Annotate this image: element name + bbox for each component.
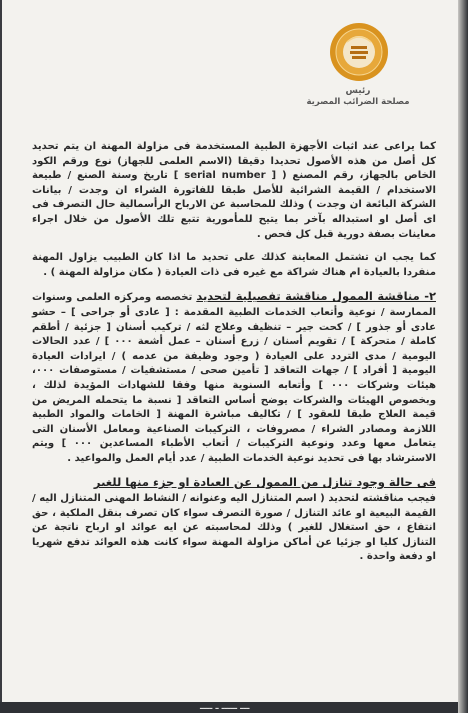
page-edge-shadow xyxy=(458,0,468,713)
document-page xyxy=(2,0,458,707)
section-2-title: ٢- مناقشة الممول مناقشة تفصيلية لتحديد xyxy=(196,289,436,304)
header-title: رئيس xyxy=(345,86,371,96)
letter-header xyxy=(292,86,424,107)
section-3-title: فى حالة وجود تنازل من الممول عن العيادة او جزء منها للغير xyxy=(93,475,436,490)
section-3-body: فيجب مناقشته لتحديد ( اسم المتنازل اليه وعنوانه / النشاط المهنى المتنازل اليه / القيمة البيعية او عائد التنازل / صورة التصرف سواء كان تصرف بنقل الملكية ، حق انتفاع ، حق استغلال للغير ) وذلك لمحاسبته عن ايه عوائد او ارباح ناتجة عن التنازل كليا او جزئيا عن أماكن مزاولة المهنة سواء كانت هذه العوائد تدفع شهريا او دفعة واحدة . xyxy=(32,493,436,563)
paragraph-assets: كما يراعى عند اثبات الأجهزة الطبية المستخدمة فى مزاولة المهنة ان يتم تحديد كل أصل من هذه الأصول تحديدا دقيقا (الاسم العلمى للجهاز) نوع ورقم الكود الخاص بالجهاز، رقم المصنع ( [ serial number ] تاريخ وسنة الصنع / طبيعة الاستخدام / القيمة الشرائية للأصل طبقا للفاتورة الشراء ان وجدت / بيانات الشركة البائعة ان وجدت ) وذلك للمحاسبة عن الارباح الرأسمالية حال التصرف فى اى أصل او استبداله بآخر بما يتيح للمأمورية تتبع تلك الأصول من خلال اجراء معاينات بصفة دورية قبل كل فحص . xyxy=(32,141,437,240)
document-body xyxy=(32,140,436,574)
section-2 xyxy=(32,289,436,466)
section-2-body: تخصصه ومركزه العلمى وسنوات الممارسة / نوعية وأتعاب الخدمات الطبية المقدمة : [ عادى أو جراحى ] – حشو عادى أو جذور ] / كحت جير – تنظيف وعلاج لثه / تركيب أسنان [ جزئية / أطقم كاملة / متحركة ] / تقويم أسنان / زرع أسنان – عمل أشعة ٠٠٠ ] / عدد الحالات اليومية / مدى التردد على العيادة ( وجود وظيفة من عدمه ) / ايرادات العيادة اليومية [ أفراد ] / جهات التعاقد [ تأمين صحى / مستشفيات / مستوصفات ٠٠٠، هيئات وشركات ٠٠٠ ] وأتعابه السنوية منها وفقا للشهادات المؤيدة لذلك ، وبخصوص الهيئات والشركات يوضح أساس التعاقد [ نسبة ما يتحمله المريض من قيمة العلاج طبقا للعقود ] / تكاليف مباشرة المهنة [ الخامات والمواد الطبية اللازمة ومصادر الشراء / مصروفات ، التركيبات الصناعية ومعامل الأسنان التى يتعامل معها وعدد ونوعية التركيبات / أتعاب الأطباء المساعدين ٠٠٠ ] ويتم الاسترشاد بها فى تحديد نوعية الخدمات الطبية / عدد أيام العمل والمواعيد . xyxy=(32,292,437,464)
tax-authority-seal-logo-icon xyxy=(329,22,389,82)
paragraph-inspection: كما يجب ان تشتمل المعاينة كذلك على تحديد ما اذا كان الطبيب يزاول المهنة منفردا بالعيادة ام هناك شراكة مع غيره فى ذات العيادة ( مكان مزاولة المهنة ) . xyxy=(32,252,436,278)
header-org: مصلحة الضرائب المصرية xyxy=(306,97,410,107)
cut-off-text: ـــ ـــــ ـ ــــ xyxy=(200,702,250,712)
